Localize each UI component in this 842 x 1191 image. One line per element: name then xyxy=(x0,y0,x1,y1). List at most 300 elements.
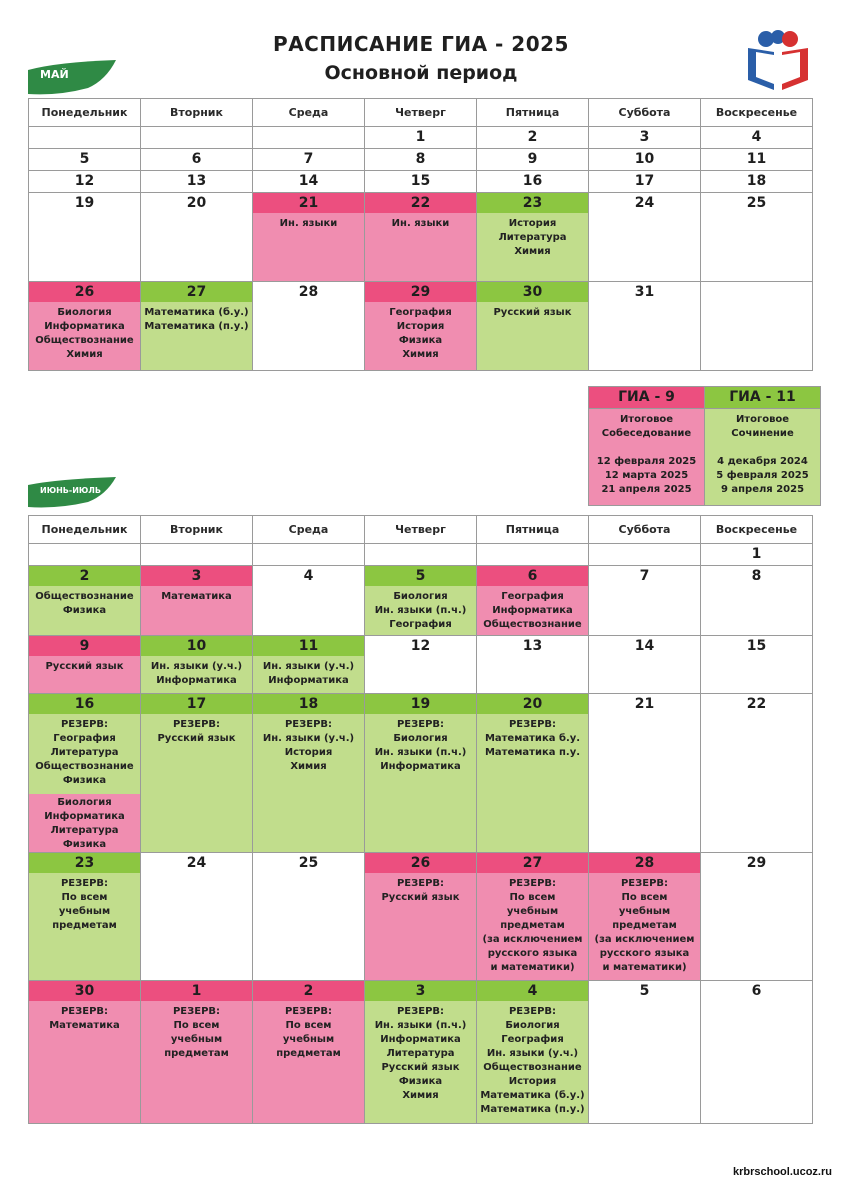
weekday-header: Воскресенье xyxy=(701,99,813,127)
subjects xyxy=(29,656,140,674)
exam-day-cell xyxy=(477,853,589,981)
subject-line: Математика (п.у.) xyxy=(144,321,249,332)
subjects xyxy=(365,1001,476,1103)
day-number: 30 xyxy=(477,282,588,302)
day-number: 4 xyxy=(751,129,762,145)
subject-line: РЕЗЕРВ: xyxy=(60,719,109,730)
subject-line: предметам xyxy=(276,1048,341,1059)
subject-line: География xyxy=(501,591,564,602)
day-number: 25 xyxy=(746,195,767,211)
subject-line: учебным xyxy=(282,1034,335,1045)
subject-line: учебным xyxy=(618,906,671,917)
subject-line: Биология xyxy=(57,307,112,318)
exam-day-cell xyxy=(253,193,365,282)
subject-line: Математика б.у. xyxy=(484,733,581,744)
subject-line: По всем xyxy=(509,892,556,903)
subject-line: Математика xyxy=(161,591,232,602)
gia11-line1: Итоговое xyxy=(735,414,790,425)
empty-cell xyxy=(701,282,813,371)
subject-line: Информатика xyxy=(380,1034,461,1045)
day-cell xyxy=(701,981,813,1124)
day-number: 19 xyxy=(74,195,95,211)
subject-line: Математика xyxy=(49,1020,120,1031)
subject-line: Ин. языки (п.ч.) xyxy=(374,1020,467,1031)
subjects xyxy=(365,586,476,632)
empty-cell xyxy=(589,544,701,566)
weekday-header: Вторник xyxy=(141,516,253,544)
day-number: 3 xyxy=(365,981,476,1001)
day-cell xyxy=(701,149,813,171)
subject-line: История xyxy=(508,218,557,229)
day-number: 14 xyxy=(634,638,655,654)
weekday-header: Четверг xyxy=(365,99,477,127)
subject-line: По всем xyxy=(61,892,108,903)
subject-line: РЕЗЕРВ: xyxy=(172,1006,221,1017)
day-number: 28 xyxy=(298,284,319,300)
day-cell xyxy=(477,636,589,694)
subject-line: (за исключением xyxy=(594,934,695,945)
day-number: 22 xyxy=(365,193,476,213)
day-cell xyxy=(701,193,813,282)
subject-line: Информатика xyxy=(492,605,573,616)
subject-line: Биология xyxy=(393,733,448,744)
subjects xyxy=(29,714,140,794)
day-number: 11 xyxy=(253,636,364,656)
subject-line: Ин. языки (п.ч.) xyxy=(374,605,467,616)
subject-line: предметам xyxy=(612,920,677,931)
exam-day-cell xyxy=(29,566,141,636)
day-number: 23 xyxy=(29,853,140,873)
weekday-header: Понедельник xyxy=(29,99,141,127)
day-number: 29 xyxy=(365,282,476,302)
gia11-info xyxy=(705,409,821,506)
subjects xyxy=(29,873,140,933)
day-cell xyxy=(701,636,813,694)
weekday-header: Понедельник xyxy=(29,516,141,544)
day-number: 13 xyxy=(186,173,207,189)
day-cell xyxy=(365,171,477,193)
june-july-calendar xyxy=(28,515,813,1124)
day-number: 19 xyxy=(365,694,476,714)
subject-line: Химия xyxy=(402,349,439,360)
day-number: 21 xyxy=(253,193,364,213)
subject-line: РЕЗЕРВ: xyxy=(396,719,445,730)
day-cell xyxy=(477,127,589,149)
day-number: 24 xyxy=(634,195,655,211)
subject-line: Химия xyxy=(66,349,103,360)
exam-day-cell xyxy=(253,636,365,694)
subject-line: учебным xyxy=(170,1034,223,1045)
day-number: 6 xyxy=(477,566,588,586)
subjects xyxy=(141,656,252,688)
subject-line: РЕЗЕРВ: xyxy=(508,878,557,889)
gia9-title: ГИА - 9 xyxy=(589,387,705,409)
may-ribbon xyxy=(28,60,116,96)
subject-line: География xyxy=(501,1034,564,1045)
day-number: 4 xyxy=(477,981,588,1001)
day-number: 20 xyxy=(186,195,207,211)
day-cell xyxy=(253,853,365,981)
subject-line: Литература xyxy=(498,232,567,243)
day-number: 5 xyxy=(639,983,650,999)
empty-cell xyxy=(477,544,589,566)
empty-cell xyxy=(29,544,141,566)
day-cell xyxy=(701,127,813,149)
subjects xyxy=(477,714,588,760)
subject-line: Физика xyxy=(62,839,107,850)
weekday-header: Вторник xyxy=(141,99,253,127)
subject-line: Обществознание xyxy=(35,591,134,602)
day-number: 17 xyxy=(634,173,655,189)
day-number: 29 xyxy=(746,855,767,871)
day-number: 27 xyxy=(477,853,588,873)
day-number: 5 xyxy=(365,566,476,586)
subject-line: Литература xyxy=(50,825,119,836)
subject-line: РЕЗЕРВ: xyxy=(284,719,333,730)
day-number: 4 xyxy=(303,568,314,584)
day-cell xyxy=(477,171,589,193)
day-cell xyxy=(589,566,701,636)
subjects xyxy=(29,302,140,362)
subject-line: По всем xyxy=(621,892,668,903)
subject-line: Литература xyxy=(386,1048,455,1059)
day-cell xyxy=(253,282,365,371)
subject-line: РЕЗЕРВ: xyxy=(60,878,109,889)
day-number: 22 xyxy=(746,696,767,712)
exam-day-cell xyxy=(29,636,141,694)
weekday-header: Воскресенье xyxy=(701,516,813,544)
day-number: 1 xyxy=(415,129,426,145)
day-number: 18 xyxy=(746,173,767,189)
subject-line: Математика (б.у.) xyxy=(480,1090,585,1101)
subject-line: География xyxy=(53,733,116,744)
subjects xyxy=(29,586,140,618)
subjects xyxy=(365,714,476,774)
subject-line: Информатика xyxy=(44,321,125,332)
gia9-line1: Итоговое xyxy=(619,414,674,425)
exam-day-cell xyxy=(365,282,477,371)
day-cell xyxy=(253,171,365,193)
subject-line: РЕЗЕРВ: xyxy=(284,1006,333,1017)
subject-line: Математика (б.у.) xyxy=(144,307,249,318)
page-title: РАСПИСАНИЕ ГИА - 2025 xyxy=(273,32,569,56)
day-number: 28 xyxy=(589,853,700,873)
day-cell xyxy=(701,853,813,981)
day-cell xyxy=(477,149,589,171)
subject-line: РЕЗЕРВ: xyxy=(508,1006,557,1017)
day-cell xyxy=(701,171,813,193)
subject-line: Обществознание xyxy=(483,619,582,630)
exam-day-cell xyxy=(477,566,589,636)
subjects xyxy=(141,714,252,746)
subject-line: Литература xyxy=(50,747,119,758)
subject-line: Физика xyxy=(62,775,107,786)
day-number: 7 xyxy=(303,151,314,167)
subject-line: Физика xyxy=(398,1076,443,1087)
subject-line: Ин. языки (у.ч.) xyxy=(486,1048,579,1059)
empty-cell xyxy=(141,544,253,566)
subject-line: Ин. языки xyxy=(279,218,338,229)
exam-day-cell xyxy=(365,566,477,636)
subject-line: русского языка xyxy=(599,948,690,959)
day-number: 25 xyxy=(298,855,319,871)
day-number: 6 xyxy=(751,983,762,999)
subject-line: География xyxy=(389,307,452,318)
day-cell xyxy=(701,694,813,853)
day-number: 9 xyxy=(527,151,538,167)
subjects xyxy=(477,586,588,632)
subject-line: Информатика xyxy=(268,675,349,686)
weekday-header: Суббота xyxy=(589,99,701,127)
subject-line: История xyxy=(284,747,333,758)
subject-line: предметам xyxy=(52,920,117,931)
subject-line: РЕЗЕРВ: xyxy=(620,878,669,889)
exam-day-cell xyxy=(141,694,253,853)
subjects xyxy=(477,213,588,259)
day-number: 15 xyxy=(746,638,767,654)
gia11-date: 4 декабря 2024 xyxy=(717,456,808,467)
day-cell xyxy=(589,282,701,371)
subjects xyxy=(477,873,588,975)
day-number: 3 xyxy=(639,129,650,145)
subjects xyxy=(253,656,364,688)
subject-line: Ин. языки (у.ч.) xyxy=(262,661,355,672)
subject-line: Химия xyxy=(402,1090,439,1101)
day-cell xyxy=(589,193,701,282)
subject-line: предметам xyxy=(164,1048,229,1059)
day-number: 2 xyxy=(253,981,364,1001)
empty-cell xyxy=(365,544,477,566)
exam-day-cell xyxy=(365,694,477,853)
gia11-title: ГИА - 11 xyxy=(705,387,821,409)
legend-table xyxy=(588,386,821,506)
subjects-gia9 xyxy=(29,794,140,852)
subject-line: Русский язык xyxy=(381,1062,460,1073)
subject-line: учебным xyxy=(506,906,559,917)
exam-day-cell xyxy=(29,981,141,1124)
subject-line: Биология xyxy=(57,797,112,808)
day-number: 10 xyxy=(141,636,252,656)
gia9-info xyxy=(589,409,705,506)
subject-line: География xyxy=(389,619,452,630)
subject-line: Русский язык xyxy=(381,892,460,903)
day-cell xyxy=(701,544,813,566)
empty-cell xyxy=(141,127,253,149)
subject-line: История xyxy=(396,321,445,332)
subject-line: Биология xyxy=(505,1020,560,1031)
day-number: 15 xyxy=(410,173,431,189)
subjects xyxy=(365,213,476,231)
day-number: 7 xyxy=(639,568,650,584)
subject-line: и математики) xyxy=(602,962,687,973)
day-number: 31 xyxy=(634,284,655,300)
subjects xyxy=(29,1001,140,1033)
subject-line: По всем xyxy=(173,1020,220,1031)
exam-day-cell xyxy=(589,853,701,981)
subject-line: Русский язык xyxy=(45,661,124,672)
day-number: 2 xyxy=(527,129,538,145)
day-number: 17 xyxy=(141,694,252,714)
exam-day-cell xyxy=(141,566,253,636)
subject-line: Ин. языки xyxy=(391,218,450,229)
exam-day-cell xyxy=(141,282,253,371)
day-cell xyxy=(589,127,701,149)
day-cell xyxy=(253,149,365,171)
subjects xyxy=(589,873,700,975)
exam-day-cell xyxy=(365,981,477,1124)
day-number: 12 xyxy=(74,173,95,189)
gia11-date: 9 апреля 2025 xyxy=(720,484,805,495)
subject-line: Ин. языки (п.ч.) xyxy=(374,747,467,758)
day-cell xyxy=(29,171,141,193)
exam-day-cell xyxy=(29,282,141,371)
subject-line: Ин. языки (у.ч.) xyxy=(150,661,243,672)
may-label: МАЙ xyxy=(40,68,69,81)
empty-cell xyxy=(253,127,365,149)
day-number: 5 xyxy=(79,151,90,167)
subject-line: Русский язык xyxy=(157,733,236,744)
day-number: 30 xyxy=(29,981,140,1001)
day-cell xyxy=(589,171,701,193)
subject-line: Обществознание xyxy=(483,1062,582,1073)
subjects xyxy=(365,873,476,905)
day-number: 12 xyxy=(410,638,431,654)
subject-line: Русский язык xyxy=(493,307,572,318)
subject-line: РЕЗЕРВ: xyxy=(396,878,445,889)
day-number: 27 xyxy=(141,282,252,302)
day-number: 3 xyxy=(141,566,252,586)
weekday-header: Пятница xyxy=(477,516,589,544)
day-cell xyxy=(29,149,141,171)
subjects xyxy=(253,1001,364,1061)
subject-line: История xyxy=(508,1076,557,1087)
subjects xyxy=(365,302,476,362)
day-number: 11 xyxy=(746,151,767,167)
exam-day-cell xyxy=(29,694,141,853)
day-number: 26 xyxy=(365,853,476,873)
day-cell xyxy=(589,636,701,694)
gia9-date: 12 марта 2025 xyxy=(604,470,689,481)
subject-line: РЕЗЕРВ: xyxy=(396,1006,445,1017)
exam-day-cell xyxy=(141,981,253,1124)
subject-line: По всем xyxy=(285,1020,332,1031)
day-number: 9 xyxy=(29,636,140,656)
exam-day-cell xyxy=(29,853,141,981)
day-cell xyxy=(701,566,813,636)
exam-day-cell xyxy=(477,694,589,853)
day-number: 2 xyxy=(29,566,140,586)
subject-line: Математика п.у. xyxy=(484,747,581,758)
weekday-header: Среда xyxy=(253,99,365,127)
day-number: 6 xyxy=(191,151,202,167)
day-number: 18 xyxy=(253,694,364,714)
site-watermark: krbrschool.ucoz.ru xyxy=(732,1166,832,1178)
gia11-date: 5 февраля 2025 xyxy=(716,470,809,481)
day-number: 24 xyxy=(186,855,207,871)
june-ribbon xyxy=(28,477,116,509)
day-cell xyxy=(589,149,701,171)
day-cell xyxy=(141,853,253,981)
june-label: ИЮНЬ-ИЮЛЬ xyxy=(40,486,102,495)
subject-line: Информатика xyxy=(156,675,237,686)
day-cell xyxy=(589,981,701,1124)
empty-cell xyxy=(253,544,365,566)
empty-cell xyxy=(29,127,141,149)
subject-line: Химия xyxy=(290,761,327,772)
subject-line: Обществознание xyxy=(35,335,134,346)
day-cell xyxy=(365,127,477,149)
exam-day-cell xyxy=(253,981,365,1124)
subject-line: Физика xyxy=(62,605,107,616)
subject-line: Химия xyxy=(514,246,551,257)
day-number: 13 xyxy=(522,638,543,654)
subject-line: Информатика xyxy=(380,761,461,772)
weekday-header: Среда xyxy=(253,516,365,544)
subjects xyxy=(141,586,252,604)
day-number: 8 xyxy=(415,151,426,167)
day-cell xyxy=(29,193,141,282)
day-number: 26 xyxy=(29,282,140,302)
gia9-date: 12 февраля 2025 xyxy=(596,456,697,467)
weekday-header: Четверг xyxy=(365,516,477,544)
subjects xyxy=(253,714,364,774)
day-number: 8 xyxy=(751,568,762,584)
day-cell xyxy=(589,694,701,853)
subject-line: Физика xyxy=(398,335,443,346)
page-subtitle: Основной период xyxy=(324,62,518,84)
subject-line: (за исключением xyxy=(482,934,583,945)
may-calendar xyxy=(28,98,813,371)
day-cell xyxy=(365,149,477,171)
subject-line: РЕЗЕРВ: xyxy=(508,719,557,730)
subject-line: Математика (п.у.) xyxy=(480,1104,585,1115)
day-number: 10 xyxy=(634,151,655,167)
day-cell xyxy=(141,149,253,171)
subject-line: Ин. языки (у.ч.) xyxy=(262,733,355,744)
exam-day-cell xyxy=(253,694,365,853)
day-number: 1 xyxy=(141,981,252,1001)
gia9-date: 21 апреля 2025 xyxy=(601,484,692,495)
subjects xyxy=(477,302,588,320)
gia-logo-icon xyxy=(744,30,812,92)
exam-day-cell xyxy=(365,853,477,981)
day-number: 16 xyxy=(522,173,543,189)
weekday-header: Пятница xyxy=(477,99,589,127)
subject-line: РЕЗЕРВ: xyxy=(60,1006,109,1017)
gia9-line2: Собеседование xyxy=(601,428,692,439)
exam-day-cell xyxy=(477,193,589,282)
subject-line: русского языка xyxy=(487,948,578,959)
exam-day-cell xyxy=(477,981,589,1124)
subjects xyxy=(253,213,364,231)
exam-day-cell xyxy=(141,636,253,694)
subjects xyxy=(141,302,252,334)
subject-line: и математики) xyxy=(490,962,575,973)
subject-line: Обществознание xyxy=(35,761,134,772)
subjects xyxy=(141,1001,252,1061)
day-cell xyxy=(253,566,365,636)
subject-line: предметам xyxy=(500,920,565,931)
day-cell xyxy=(365,636,477,694)
subject-line: Информатика xyxy=(44,811,125,822)
gia11-line2: Сочинение xyxy=(731,428,794,439)
subject-line: Биология xyxy=(393,591,448,602)
subject-line: учебным xyxy=(58,906,111,917)
exam-day-cell xyxy=(477,282,589,371)
day-cell xyxy=(141,193,253,282)
day-cell xyxy=(141,171,253,193)
day-number: 1 xyxy=(751,546,762,562)
